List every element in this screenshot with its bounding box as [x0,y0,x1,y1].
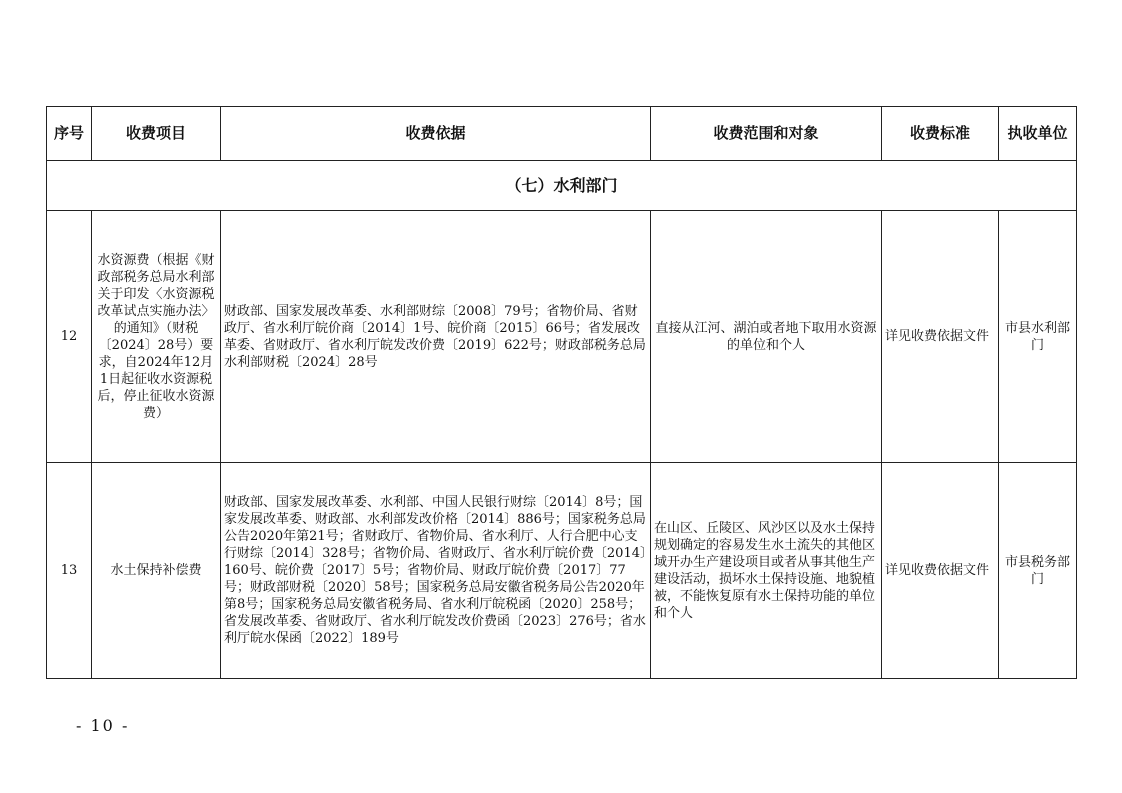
row-no: 13 [47,463,92,679]
table-row [47,463,1077,679]
row-basis: 财政部、国家发展改革委、水利部、中国人民银行财综〔2014〕8号；国家发展改革委、财政部、水利部发改价格〔2014〕886号；国家税务总局公告2020年第21号；省财政厅、省物价局、省水利厅、人行合肥中心支行财综〔2014〕328号；省物价局、省财政厅、省水利厅皖价费〔2014〕160号、皖价费〔2017〕5号；省物价局、财政厅皖价费〔2017〕77号；财政部财税〔2020〕58号；国家税务总局安徽省税务局公告2020年第8号；国家税务总局安徽省税务局、省水利厅皖税函〔2020〕258号；省发展改革委、省财政厅、省水利厅皖发改价费函〔2023〕276号；省水利厅皖水保函〔2022〕189号 [221,463,651,679]
row-scope: 在山区、丘陵区、风沙区以及水土保持规划确定的容易发生水土流失的其他区域开办生产建设项目或者从事其他生产建设活动，损坏水土保持设施、地貌植被，不能恢复原有水土保持功能的单位和个人 [651,463,882,679]
header-basis: 收费依据 [221,107,651,161]
header-item: 收费项目 [92,107,221,161]
row-unit: 市县水利部门 [999,211,1077,463]
header-standard: 收费标准 [882,107,999,161]
header-no: 序号 [47,107,92,161]
row-standard: 详见收费依据文件 [882,211,999,463]
section-title: （七）水利部门 [47,161,1077,211]
row-standard: 详见收费依据文件 [882,463,999,679]
row-unit: 市县税务部门 [999,463,1077,679]
row-no: 12 [47,211,92,463]
row-scope: 直接从江河、湖泊或者地下取用水资源的单位和个人 [651,211,882,463]
row-basis: 财政部、国家发展改革委、水利部财综〔2008〕79号；省物价局、省财政厅、省水利厅皖价商〔2014〕1号、皖价商〔2015〕66号；省发展改革委、省财政厅、省水利厅皖发改价费〔2019〕622号；财政部税务总局水利部财税〔2024〕28号 [221,211,651,463]
page-number: - 10 - [76,716,130,735]
header-scope: 收费范围和对象 [651,107,882,161]
row-item: 水资源费（根据《财政部税务总局水利部关于印发〈水资源税改革试点实施办法〉的通知》（财税〔2024〕28号）要求，自2024年12月1日起征收水资源税后，停止征收水资源费） [92,211,221,463]
section-row [47,161,1077,211]
table-row [47,211,1077,463]
header-row [47,107,1077,161]
header-unit: 执收单位 [999,107,1077,161]
row-item: 水土保持补偿费 [92,463,221,679]
fee-table [46,106,1077,679]
